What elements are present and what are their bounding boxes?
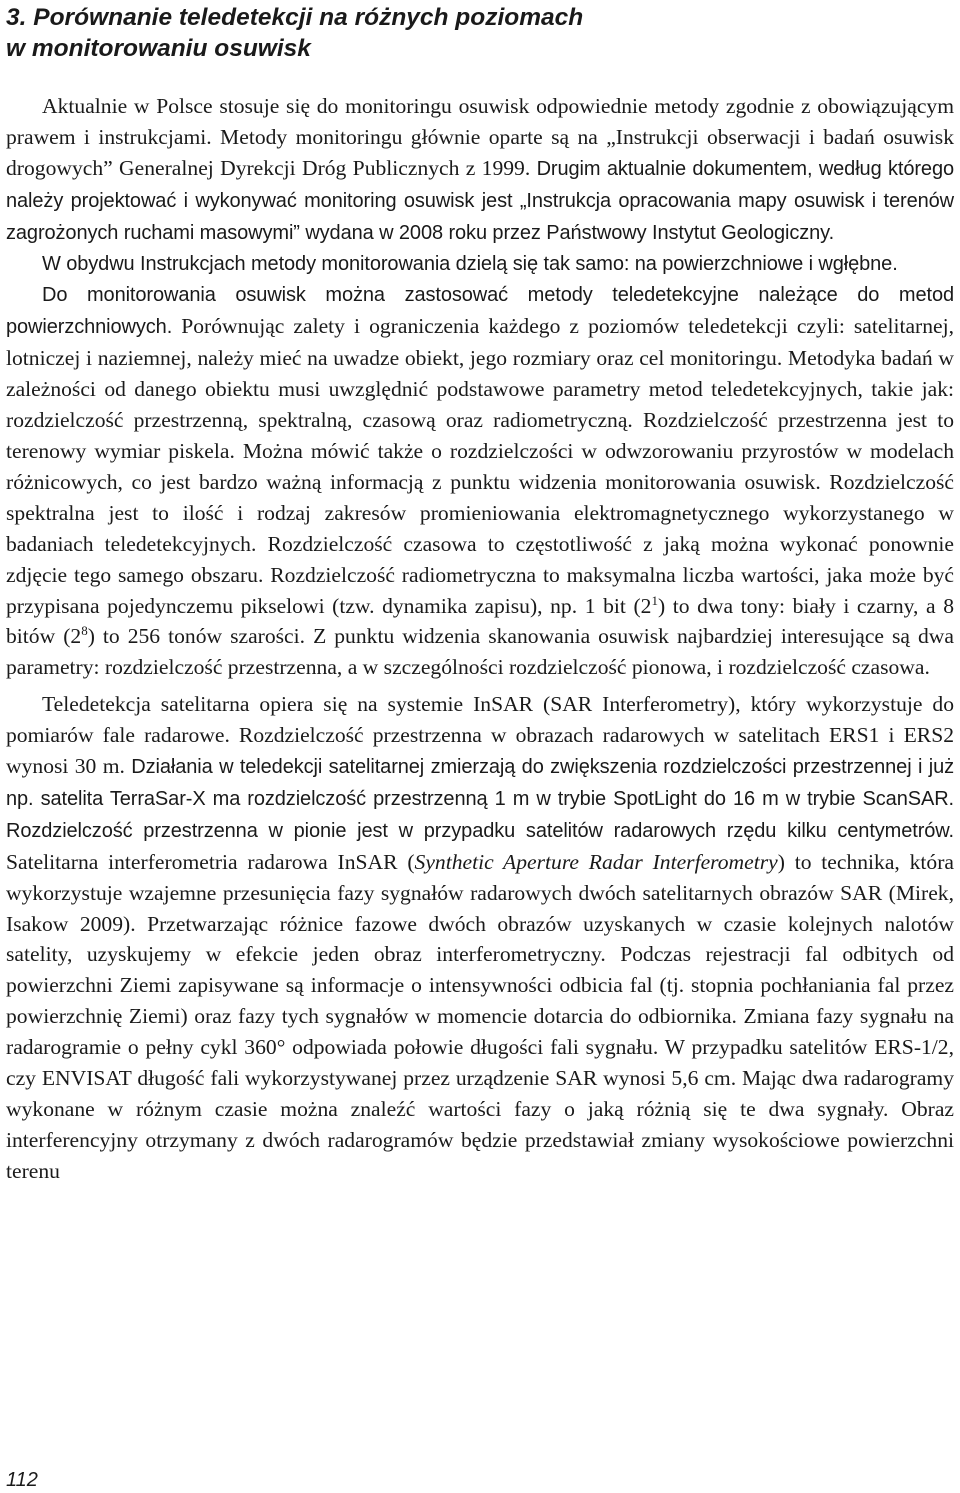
section-heading-line-2: w monitorowaniu osuwisk (6, 35, 311, 62)
paragraph-3-part-i2: ) to dwa tony: biały i czarny, a 8 bitów (2 (6, 593, 954, 649)
body-text (6, 91, 954, 1187)
paragraph-3 (6, 279, 954, 683)
paragraph-4-part-b: Działania w teledekcji satelitarnej zmierzają do zwiększenia rozdzielczości przestrzennej i już np. satelita TerraSar-X ma rozdzielczość przestrzenną 1 m w trybie SpotLight do 16 m w trybie ScanSAR. Rozdzielczość przestrzenna w pionie jest w przypadku satelitów radarowych rzędu kilku centymetrów. (6, 756, 954, 842)
paragraph-4-part-c1: Satelitarna interferometria radarowa InSAR ( (6, 849, 415, 874)
page-number: 112 (6, 1469, 38, 1491)
paragraph-4-part-a: Teledetekcja satelitarna opiera się na systemie InSAR (SAR Interferometry), który wykorzystuje do pomiarów fale radarowe. Rozdzielczość przestrzenna w obrazach radarowych w satelitach ERS1 i ERS2 wynosi 30 m. (6, 692, 954, 779)
paragraph-1-sans: Drugim aktualnie dokumentem, według którego należy projektować i wykonywać monitoring osuwisk jest „Instrukcja opracowania mapy osuwisk i terenów zagrożonych ruchami masowymi” wydana w 2008 roku przez Państwowy Instytut Geologiczny. (6, 157, 954, 244)
paragraph-3-part-a: Do monitorowania osuwisk można zastosować metody teledetekcyjne należące do metod powierzchniowych. (6, 284, 954, 339)
paragraph-3-part-i3: ) to 256 tonów szarości. (87, 624, 306, 649)
paragraph-3-part-b: Porównując zalety i ograniczenia każdego z poziomów teledetekcji czyli: satelitarnej, lotniczej i naziemnej, należy mieć na uwadze obiekt, jego rozmiary oraz cel monitoringu. (6, 314, 954, 371)
superscript-8: 8 (81, 623, 88, 639)
paragraph-4 (6, 689, 954, 1187)
paragraph-4-part-c2: ) to technika, która wykorzystuje wzajemne przesunięcia fazy sygnałów radarowych dwóch satelitarnych obrazów SAR (Mirek, Isakow 2009). (6, 849, 954, 936)
superscript-1: 1 (651, 592, 658, 608)
paragraph-3-part-h: Rozdzielczość radiometryczna to maksymalna liczba wartości, jaka może być przypisana pojedynczemu pikselowi (tzw. dynamika zapisu), np. (6, 562, 954, 618)
paragraph-3-part-j: Z punktu widzenia skanowania osuwisk najbardziej interesujące są dwa parametry: rozdzielczość przestrzenna, a w szczególności rozdzielczość pionowa, i rozdzielczość czasowa. (6, 624, 954, 680)
section-heading (6, 0, 954, 64)
paragraph-4-italic-term: Synthetic Aperture Radar Interferometry (414, 849, 778, 874)
page (6, 0, 954, 1187)
paragraph-1-serif: Aktualnie w Polsce stosuje się do monitoringu osuwisk odpowiednie metody zgodnie z obowiązującym prawem i instrukcjami. Metody monitoringu głównie oparte są na „Instrukcji obserwacji i badań osuwisk drogowych” Generalnej Dyrekcji Dróg Publicznych z 1999. (6, 94, 954, 180)
paragraph-1 (6, 91, 954, 249)
paragraph-2: W obydwu Instrukcjach metody monitorowania dzielą się tak samo: na powierzchniowe i wgłębne. (42, 252, 898, 275)
paragraph-3-part-f: Rozdzielczość spektralna jest to ilość i rodzaj zakresów promieniowania elektromagnetycznego wykorzystanego w badaniach teledetekcyjnych. (6, 469, 954, 556)
paragraph-3-part-d: Rozdzielczość przestrzenna jest to terenowy wymiar piskela. (6, 408, 955, 463)
paragraph-4-part-d: Przetwarzając różnice fazowe dwóch obrazów uzyskanych w czasie kolejnych nalotów satelity, uzyskujemy w efekcie jeden obraz interferometryczny. Podczas rejestracji fal odbitych od powierzchni Ziemi zapisywane są informacje o intensywności odbicia fal (tj. stopnia pochłaniania fal przez powierzchnię Ziemi) oraz fazy tych sygnałów w momencie dotarcia do odbiornika. Zmiana fazy sygnału na radarogramie o pełny cykl 360° odpowiada połowie długości fali sygnału. W przypadku satelitów ERS-1/2, czy ENVISAT długość fali wykorzystywanej przez urządzenie SAR wynosi 5,6 cm. Mając dwa radarogramy wykonane w różnym czasie można znaleźć wartości fazy o jaką różnią się te dwa sygnały. Obraz interferencyjny otrzymany z dwóch radarogramów będzie przedstawiał zmiany wysokościowe powierzchni terenu (6, 911, 954, 1183)
paragraph-3-part-g: Rozdzielczość czasowa to częstotliwość z jaką można wykonać ponownie zdjęcie tego samego obszaru. (6, 531, 955, 587)
paragraph-3-part-e: Można mówić także o rozdzielczości w odwzorowaniu przyrostów w modelach różnicowych, co jest bardzo ważną informacją z punktu widzenia monitorowania osuwisk. (6, 438, 954, 494)
paragraph-3-part-c: Metodyka badań w zależności od danego obiektu musi uwzględnić podstawowe parametry metod teledetekcyjnych, takie jak: rozdzielczość przestrzenną, spektralną, czasową oraz radiometryczną. (6, 346, 954, 433)
section-heading-line-1: 3. Porównanie teledetekcji na różnych poziomach (6, 4, 584, 31)
paragraph-3-part-i1: 1 bit (2 (584, 593, 652, 618)
